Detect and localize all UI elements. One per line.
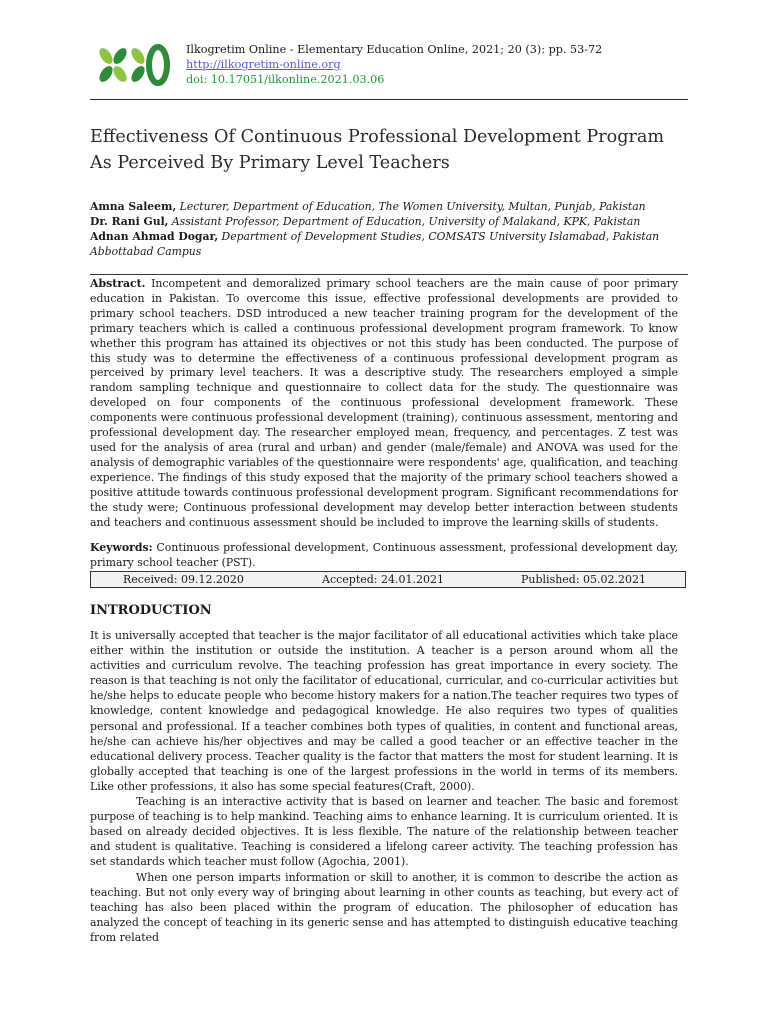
author-name: Dr. Rani Gul,	[90, 215, 169, 228]
author-entry	[90, 229, 690, 259]
author-name: Adnan Ahmad Dogar,	[90, 230, 219, 243]
abstract	[90, 277, 678, 530]
keywords	[90, 541, 678, 571]
abstract-text: Incompetent and demoralized primary school teachers are the main cause of poor primary education in Pakistan. To overcome this issue, effective professional developments are provided to primary school teachers. DSD introduced a new teacher training program for the development of the primary teachers which is called a continuous professional development program framework. To know whether this program has attained its objectives or not this study has been conducted. The purpose of this study was to determine the effectiveness of a continuous professional development program as perceived by primary level teachers. It was a descriptive study. The researchers employed a simple random sampling technique and questionnaire to collect data for the study. The questionnaire was developed on four components of the continuous professional development framework. These components were continuous professional development (training), continuous assessment, mentoring and professional development day. The researcher employed mean, frequency, and percentages. Z test was used for the analysis of area (rural and urban) and gender (male/female) and ANOVA was used for the analysis of demographic variables of the questionnaire were respondents' age, qualification, and teaching experience. The findings of this study exposed that the majority of the primary school teachers showed a positive attitude towards continuous professional development program. Significant recommendations for the study were; Continuous professional development may develop better interaction between students and teachers and continuous assessment should be included to improve the learning skills of students.	[90, 277, 678, 529]
section-heading-introduction: INTRODUCTION	[90, 603, 212, 618]
journal-logo-icon	[92, 42, 174, 88]
journal-url-link[interactable]: http://ilkogretim-online.org	[186, 58, 341, 71]
body-paragraph: It is universally accepted that teacher is the major facilitator of all educational activities which take place either within the institution or outside the institution. A teacher is a person around whom all the activities and curriculum revolve. The teaching profession has great importance in every society. The reason is that teaching is not only the facilitator of educational, curricular, and co-curricular activities but he/she helps to educate people who become history makers for a nation.The teacher requires two types of knowledge, content knowledge and pedagogical knowledge. He also requires two types of qualities personal and professional. If a teacher combines both types of qualities, in content and functional areas, he/she can achieve his/her objectives and may be called a good teacher or an effective teacher in the educational delivery process. Teacher quality is the factor that matters the most for student learning. It is globally accepted that teaching is one of the largest professions in the world in terms of its members. Like other professions, it also has some special features(Craft, 2000).	[90, 629, 678, 793]
author-name: Amna Saleem,	[90, 200, 177, 213]
received-date: Received: 09.12.2020	[123, 573, 244, 586]
introduction-body	[90, 628, 678, 945]
paper-title: Effectiveness Of Continuous Professional Development Program As Perceived By Primary Level Teachers	[90, 127, 665, 173]
author-entry	[90, 214, 690, 229]
body-paragraph: When one person imparts information or skill to another, it is common to describe the action as teaching. But not only every way of bringing about learning in other counts as teaching, but every act of teaching has also been placed within the program of education. The philosopher of education has analyzed the concept of teaching in its generic sense and has attempted to distinguish educative teaching from related	[90, 870, 678, 944]
accepted-date: Accepted: 24.01.2021	[322, 573, 444, 586]
abstract-divider	[90, 274, 688, 275]
journal-info	[186, 42, 602, 87]
abstract-label: Abstract.	[90, 277, 146, 290]
dates-bar	[90, 571, 686, 588]
keywords-text: Continuous professional development, Continuous assessment, professional development day, primary school teacher (PST).	[90, 541, 678, 569]
author-affiliation: Department of Development Studies, COMSATS University Islamabad, Pakistan Abbottabad Campus	[90, 230, 660, 258]
published-date: Published: 05.02.2021	[521, 573, 647, 586]
author-affiliation: Assistant Professor, Department of Education, University of Malakand, KPK, Pakistan	[168, 215, 641, 228]
doi-link[interactable]: doi: 10.17051/ilkonline.2021.03.06	[186, 73, 385, 86]
header-divider	[90, 99, 688, 100]
author-affiliation: Lecturer, Department of Education, The Women University, Multan, Punjab, Pakistan	[176, 200, 646, 213]
author-entry	[90, 199, 690, 214]
body-paragraph: Teaching is an interactive activity that is based on learner and teacher. The basic and foremost purpose of teaching is to help mankind. Teaching aims to enhance learning. It is curriculum oriented. It is based on already decided objectives. It is less flexible. The nature of the relationship between teacher and student is qualitative. Teaching is considered a lifelong career activity. The teaching profession has set standards which teacher must follow (Agochia, 2001).	[90, 795, 678, 869]
journal-citation: Ilkogretim Online - Elementary Education Online, 2021; 20 (3): pp. 53-72	[186, 43, 603, 56]
author-list	[90, 199, 690, 259]
keywords-label: Keywords:	[90, 541, 153, 554]
